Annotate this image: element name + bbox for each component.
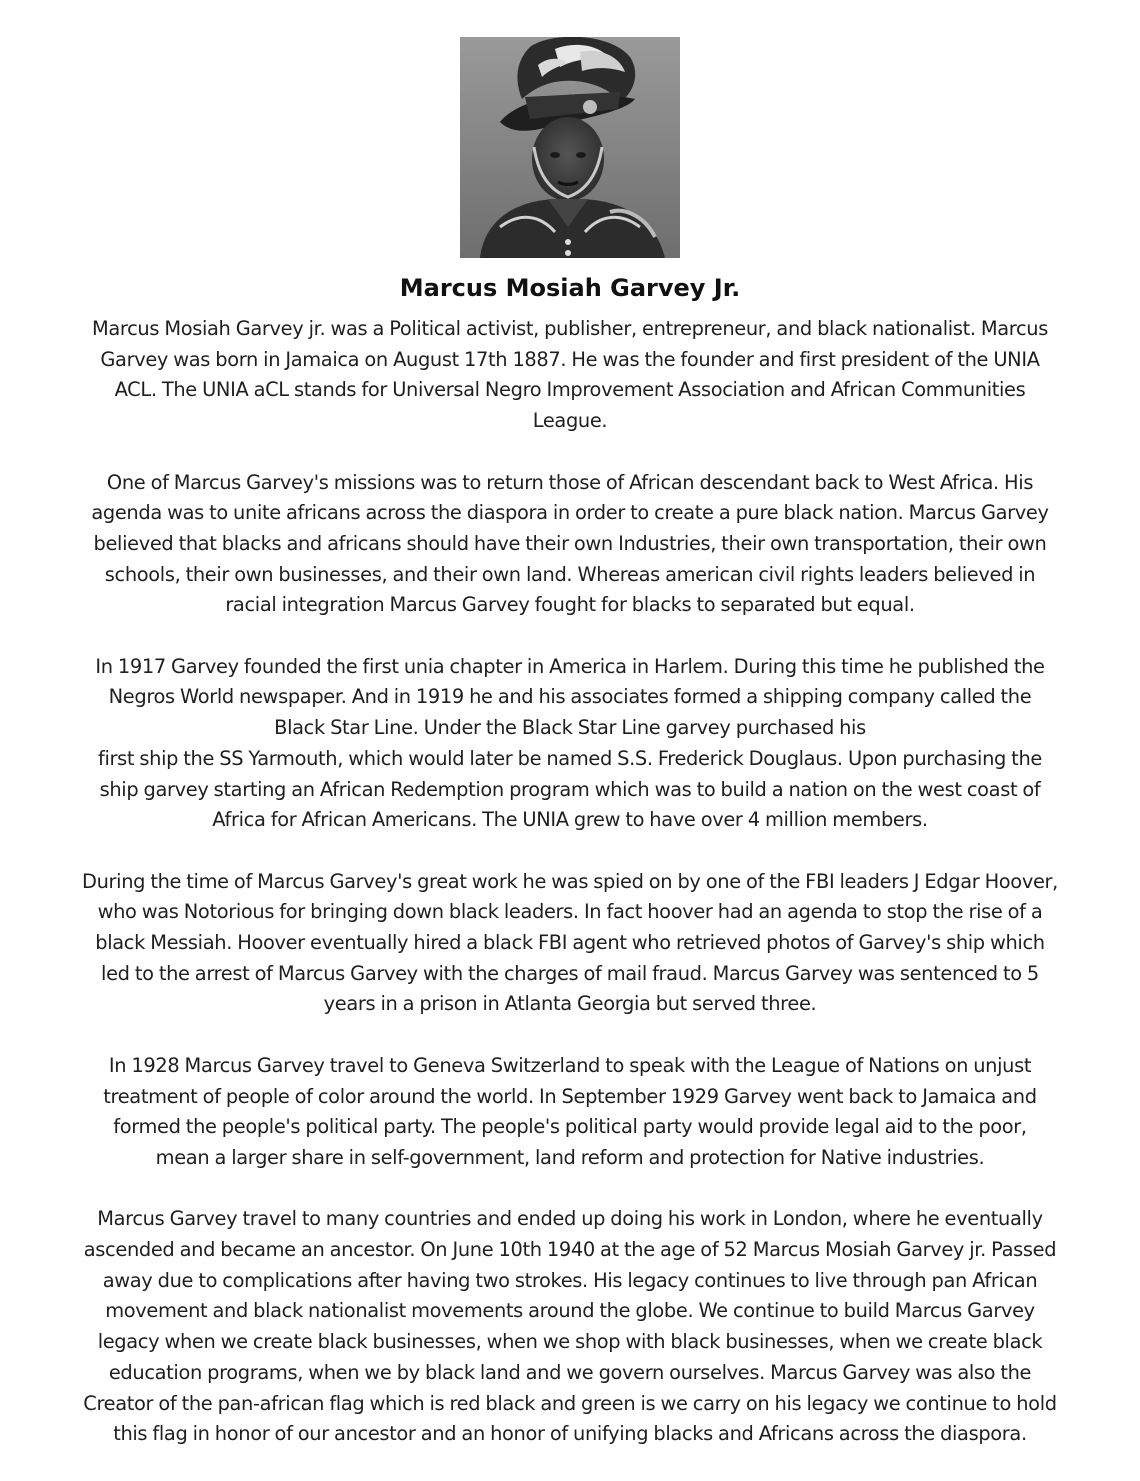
text-line: this flag in honor of our ancestor and an honor of unifying blacks and Africans across the diaspora. — [113, 1422, 1027, 1446]
text-line: away due to complications after having two strokes. His legacy continues to live through pan African — [102, 1268, 1038, 1292]
text-line: first ship the SS Yarmouth, which would later be named S.S. Frederick Douglaus. Upon purchasing the — [98, 746, 1042, 770]
text-line: During the time of Marcus Garvey's great work he was spied on by one of the FBI leaders J Edgar Hoover, — [82, 869, 1058, 893]
text-line: formed the people's political party. The people's political party would provide legal aid to the poor, — [113, 1115, 1027, 1139]
text-line: League. — [532, 409, 608, 433]
text-line: Marcus Mosiah Garvey jr. was a Political activist, publisher, entrepreneur, and black nationalist. Marcus — [92, 317, 1048, 340]
document-title: Marcus Mosiah Garvey Jr. — [399, 274, 741, 302]
text-line: Garvey was born in Jamaica on August 17th 1887. He was the founder and first president of the UNIA — [100, 347, 1040, 371]
text-line: Negros World newspaper. And in 1919 he and his associates formed a shipping company called the — [108, 685, 1032, 709]
text-line: mean a larger share in self-government, land reform and protection for Native industries. — [155, 1145, 985, 1169]
paragraph-fbi — [28, 867, 1112, 1021]
text-line: One of Marcus Garvey's missions was to return those of African descendant back to West Africa. His — [106, 470, 1034, 494]
portrait-illustration — [460, 37, 680, 258]
paragraph-legacy — [28, 1204, 1112, 1450]
text-line: ACL. The UNIA aCL stands for Universal Negro Improvement Association and African Communities — [114, 378, 1026, 402]
text-line: racial integration Marcus Garvey fought for blacks to separated but equal. — [225, 593, 915, 617]
text-line: In 1917 Garvey founded the first unia chapter in America in Harlem. During this time he published the — [95, 654, 1045, 678]
text-line: who was Notorious for bringing down black leaders. In fact hoover had an agenda to stop the rise of a — [97, 900, 1043, 924]
text-line: Marcus Garvey travel to many countries and ended up doing his work in London, where he eventually — [97, 1207, 1043, 1231]
text-line: led to the arrest of Marcus Garvey with the charges of mail fraud. Marcus Garvey was sentenced to 5 — [101, 961, 1039, 985]
document-body — [28, 314, 1112, 1481]
text-line: movement and black nationalist movements around the globe. We continue to build Marcus Garvey — [105, 1299, 1035, 1323]
text-line: treatment of people of color around the world. In September 1929 Garvey went back to Jamaica and — [103, 1084, 1037, 1108]
text-line: believed that blacks and africans should have their own Industries, their own transportation, their own — [93, 531, 1047, 555]
text-line: schools, their own businesses, and their own land. Whereas american civil rights leaders believed in — [104, 562, 1036, 586]
text-line: legacy when we create black businesses, when we shop with black businesses, when we create black — [97, 1330, 1043, 1354]
text-line: agenda was to unite africans across the diaspora in order to create a pure black nation. Marcus Garvey — [91, 501, 1049, 525]
paragraph-intro — [28, 314, 1112, 437]
paragraph-missions — [28, 468, 1112, 622]
portrait-photo — [460, 37, 680, 258]
text-line: In 1928 Marcus Garvey travel to Geneva Switzerland to speak with the League of Nations on unjust — [108, 1053, 1032, 1077]
paragraph-1928 — [28, 1051, 1112, 1174]
text-line: Black Star Line. Under the Black Star Line garvey purchased his — [274, 716, 866, 740]
text-line: black Messiah. Hoover eventually hired a black FBI agent who retrieved photos of Garvey's ship which — [95, 931, 1045, 955]
text-line: years in a prison in Atlanta Georgia but served three. — [323, 992, 817, 1016]
paragraph-1917 — [28, 652, 1112, 836]
text-line: Creator of the pan-african flag which is red black and green is we carry on his legacy we continue to hold — [83, 1391, 1057, 1415]
text-line: ship garvey starting an African Redemption program which was to build a nation on the west coast of — [99, 777, 1041, 801]
text-line: education programs, when we by black land and we govern ourselves. Marcus Garvey was also the — [108, 1360, 1032, 1384]
text-line: Africa for African Americans. The UNIA grew to have over 4 million members. — [212, 808, 928, 832]
text-line: ascended and became an ancestor. On June 10th 1940 at the age of 52 Marcus Mosiah Garvey jr. Passed — [83, 1238, 1057, 1262]
